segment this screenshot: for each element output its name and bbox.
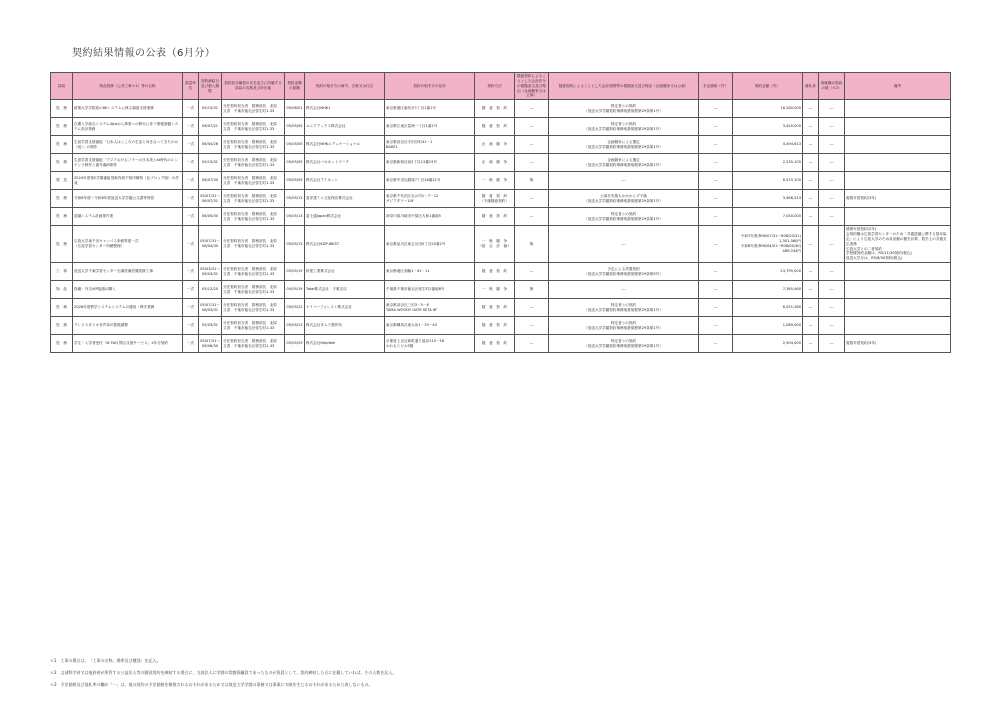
cell-address: 東京都渋谷区三田3－5－8 TAMA WOODY GATE SETA 6F	[385, 299, 475, 317]
cell-reason2: ―	[549, 281, 699, 299]
cell-partner: 株式会社KDP-WEST	[305, 226, 385, 263]
cell-officer: 分任契約担当者 財務部長 北原 文香 千葉市稲毛区弥生町1-33	[222, 335, 285, 353]
cell-qty: 一式	[183, 281, 199, 299]
cell-partner: 株式会社NHKエデュケーショナル	[305, 136, 385, 154]
cell-method: 一 般 競 争	[475, 281, 515, 299]
cell-partner: 株式会社タムラ製作所	[305, 317, 385, 335]
cell-name: 学生・入学者受付「IK FAQ 問合支援サービス」2年分契約	[73, 335, 183, 353]
cell-officer: 分任契約担当者 財務部長 北原 文香 千葉市稲毛区弥生町1-33	[222, 172, 285, 190]
cell-amount: 2,904,000	[733, 335, 803, 353]
cell-rate: ―	[803, 100, 819, 118]
cell-reason: 無	[515, 281, 549, 299]
cell-reason: ―	[515, 208, 549, 226]
cell-rate: ―	[803, 335, 819, 353]
cell-date: 05/13/31	[199, 100, 222, 118]
cell-address: 東京都千代田区丸の内1－7－12 サピアタワー10F	[385, 190, 475, 208]
cell-date: 06/05/30	[199, 208, 222, 226]
cell-amount: 2,235,105	[733, 154, 803, 172]
cell-amount: 令和7年度(R06/07/31～R06/03/31) 1,301,360円 令和8年度(R06/04/01～R06/04/30) 489,034円	[733, 226, 803, 263]
cell-qty: 一式	[183, 335, 199, 353]
cell-total: 05/05/05	[285, 118, 305, 136]
table-row	[51, 172, 951, 190]
cell-qty: 一式	[183, 190, 199, 208]
table-row	[51, 100, 951, 118]
cell-total: 05/05/19	[285, 263, 305, 281]
cell-method: 随 意 契 約	[475, 335, 515, 353]
cell-amount: 3,450,000	[733, 118, 803, 136]
cell-reason2: 企画競争による選定 （放送大学学園契約事務取扱規程第29条第1号）	[549, 136, 699, 154]
column-header: 随意契約によることとした会計規程等の根拠条文及び理由（企画競争又は公募）	[549, 73, 699, 100]
cell-name: 令和6年度～令和8年度放送大学学園公文書等保管	[73, 190, 183, 208]
cell-rate: ―	[803, 299, 819, 317]
cell-rate: ―	[803, 172, 819, 190]
cell-method: 随 意 契 約	[475, 317, 515, 335]
cell-partner: 株式会社アイネット	[305, 172, 385, 190]
cell-date: 05/12/20	[199, 281, 222, 299]
cell-remark	[845, 317, 951, 335]
cell-name: テレビスタジオ音声卓の監視調整	[73, 317, 183, 335]
column-header: 備考	[845, 73, 951, 100]
table-header-row	[51, 73, 951, 100]
cell-address: 東京都品川区東五反田5丁目25番2号	[385, 226, 475, 263]
cell-reemp: ―	[819, 154, 845, 172]
cell-date: 05/07/31～ 06/03/31	[199, 299, 222, 317]
cell-reemp: ―	[819, 190, 845, 208]
cell-remark: 複数年度契約(3年)	[845, 335, 951, 353]
cell-method: 一 般 競 争	[475, 172, 515, 190]
cell-dept: 役 務	[51, 154, 73, 172]
cell-amount: 7,040,000	[733, 208, 803, 226]
cell-qty: 一式	[183, 136, 199, 154]
cell-officer: 分任契約担当者 財務部長 北原 文香 千葉市稲毛区弥生町1-33	[222, 100, 285, 118]
cell-rate: ―	[803, 281, 819, 299]
cell-dept: 役 務	[51, 299, 73, 317]
cell-officer: 分任契約担当者 財務部長 北原 文香 千葉市稲毛区弥生町1-33	[222, 154, 285, 172]
cell-address: 東京都江東区豊洲一丁目1番1号	[385, 118, 475, 136]
cell-officer: 分任契約担当者 財務部長 北原 文香 千葉市稲毛区弥生町1-33	[222, 190, 285, 208]
cell-partner: 株式会社NHK1	[305, 100, 385, 118]
cell-name: 認識システム計画業作業	[73, 208, 183, 226]
cell-partner: 富洋建ミニ文化保存株式会社	[305, 190, 385, 208]
cell-officer: 分任契約担当者 財務部長 北原 文香 千葉市稲毛区弥生町1-33	[222, 317, 285, 335]
cell-rate: ―	[803, 208, 819, 226]
cell-reason: ―	[515, 154, 549, 172]
table-row	[51, 190, 951, 208]
cell-total: 05/05/05	[285, 154, 305, 172]
cell-reason2: ―	[549, 226, 699, 263]
cell-reason2: 特定者との契約 （放送大学学園契約事務取扱規程第29条第1号）	[549, 118, 699, 136]
cell-amount: 6,515,100	[733, 172, 803, 190]
cell-name: 役職・外交VIP接遇の購入	[73, 281, 183, 299]
cell-reemp: ―	[819, 136, 845, 154]
cell-qty: 一式	[183, 226, 199, 263]
cell-address: 東京都港区麻布台1丁目1番1号	[385, 100, 475, 118]
cell-method: 随 意 契 約	[475, 208, 515, 226]
cell-dept: 役 務	[51, 118, 73, 136]
cell-reemp: ―	[819, 100, 845, 118]
cell-remark	[845, 263, 951, 281]
cell-estimate: ―	[699, 154, 733, 172]
cell-address: 京都府上京区新町通り福田110－16 かわもとビル5階	[385, 335, 475, 353]
cell-dept: 役 務	[51, 100, 73, 118]
cell-dept: 工 事	[51, 263, 73, 281]
cell-estimate: ―	[699, 118, 733, 136]
column-header: 契約の相手方の商号、名称又は氏名	[305, 73, 385, 100]
cell-estimate: ―	[699, 208, 733, 226]
cell-address: 東京都練馬区東大泉1－19－43	[385, 317, 475, 335]
cell-reason: ―	[515, 118, 549, 136]
cell-estimate: ―	[699, 136, 733, 154]
cell-remark	[845, 299, 951, 317]
cell-officer: 分任契約担当者 財務部長 北原 文香 千葉市稲毛区弥生町1-33	[222, 136, 285, 154]
cell-total: 05/05/19	[285, 281, 305, 299]
cell-total: 05/06/01	[285, 100, 305, 118]
column-header: 数量単位	[183, 73, 199, 100]
cell-partner: Total株式会社 千葉支店	[305, 281, 385, 299]
cell-reason2: 企画競争による選定 （放送大学学園契約事務取扱規程第29条第1号）	[549, 154, 699, 172]
column-header: 物品役務（公共工事＊1）等の名称	[73, 73, 183, 100]
cell-estimate: ―	[699, 100, 733, 118]
contracts-table	[50, 72, 951, 353]
cell-total: 05/05/05	[285, 136, 305, 154]
cell-reemp: ―	[819, 281, 845, 299]
cell-name: 2024年度第2学期番組別案内冊子物印刷物（北ブロック版）の作成	[73, 172, 183, 190]
cell-reemp: ―	[819, 335, 845, 353]
cell-officer: 分任契約担当者 財務部長 北原 文香 千葉市稲毛区弥生町1-33	[222, 281, 285, 299]
cell-reason: ―	[515, 317, 549, 335]
cell-amount: 7,365,460	[733, 281, 803, 299]
cell-total: 05/05/13	[285, 208, 305, 226]
cell-dept: 役 務	[51, 190, 73, 208]
cell-dept: 役 務	[51, 335, 73, 353]
cell-date: 05/13/31	[199, 154, 222, 172]
column-header: 予定価格（円）	[699, 73, 733, 100]
cell-partner: 富士通Japan株式会社	[305, 208, 385, 226]
cell-address: 東京都港区高輪1－41－11	[385, 263, 475, 281]
cell-method: 企 画 競 争	[475, 154, 515, 172]
cell-name: 2026年度教学システムシステムの運用・保守業務	[73, 299, 183, 317]
cell-remark	[845, 136, 951, 154]
cell-partner: 鈴建工業株式会社	[305, 263, 385, 281]
cell-address: 神奈川県川崎市中原区大和1番地5	[385, 208, 475, 226]
cell-estimate: ―	[699, 263, 733, 281]
cell-remark	[845, 281, 951, 299]
cell-reason2: ―	[549, 172, 699, 190]
cell-amount: 3,486,513	[733, 190, 803, 208]
table-row	[51, 281, 951, 299]
cell-estimate: ―	[699, 317, 733, 335]
cell-name: 広島大学東千田キャンパス来館等建一式 （広島学習センター所蔵整理）	[73, 226, 183, 263]
cell-address: 東京都中央区銀座7丁目16番21号	[385, 172, 475, 190]
cell-dept: 製 造	[51, 172, 73, 190]
cell-qty: 一式	[183, 299, 199, 317]
cell-date: 05/07/31～ 06/06/30	[199, 335, 222, 353]
cell-remark: 複数年度契約(3年)	[845, 190, 951, 208]
cell-amount: 1,089,000	[733, 317, 803, 335]
cell-reason2: 特定者との契約 （放送大学学園契約事務取扱規程第29条第1号）	[549, 299, 699, 317]
cell-method: 随 意 契 約	[475, 263, 515, 281]
cell-officer: 分任契約担当者 財務部長 北原 文香 千葉市稲毛区弥生町1-33	[222, 263, 285, 281]
cell-remark	[845, 118, 951, 136]
cell-rate: ―	[803, 317, 819, 335]
cell-rate: ―	[803, 118, 819, 136]
footnote-3: ＊3 予定価格及び落札率の欄が「－」は、他の契約の予定価格を類推されるおそれがあるため又は放送大学学園の事務又は事業に支障を生じるおそれがあるため公表しないもの。	[50, 682, 373, 687]
cell-total: 05/05/22	[285, 299, 305, 317]
cell-qty: 一式	[183, 100, 199, 118]
cell-reason: ―	[515, 299, 549, 317]
footnotes	[50, 658, 950, 694]
cell-estimate: ―	[699, 226, 733, 263]
cell-remark	[845, 208, 951, 226]
cell-name: 放送大学千葉学習センター空調設備設置改修工事	[73, 263, 183, 281]
cell-reason: ―	[515, 190, 549, 208]
cell-reason: ―	[515, 335, 549, 353]
page-title: 契約結果情報の公表（6月分）	[72, 48, 216, 59]
cell-reason2: 特定者との契約 （放送大学学園契約事務取扱規程第29条第1号）	[549, 335, 699, 353]
cell-reason: ―	[515, 136, 549, 154]
cell-reason2: 特定者との契約 （放送大学学園契約事務取扱規程第29条第1号）	[549, 100, 699, 118]
cell-qty: 一式	[183, 208, 199, 226]
cell-date: 05/07/31～ 06/04/30	[199, 226, 222, 263]
cell-rate: ―	[803, 190, 819, 208]
cell-name: 次期入学総合システム4Jcoから事業への移行に伴う情報基盤システム設計業務	[73, 118, 183, 136]
cell-reemp: ―	[819, 172, 845, 190]
cell-amount: 4,494,613	[733, 136, 803, 154]
cell-rate: ―	[803, 226, 819, 263]
cell-officer: 分任契約担当者 財務部長 北原 文香 千葉市稲毛区弥生町1-33	[222, 118, 285, 136]
cell-name: 生涯学習支援番組「日本人はこころの生活と向き合ってきたのか（仮）」の制作	[73, 136, 183, 154]
cell-method: 随 意 契 約	[475, 118, 515, 136]
cell-estimate: ―	[699, 335, 733, 353]
cell-amount: 6,551,280	[733, 299, 803, 317]
cell-qty: 一式	[183, 154, 199, 172]
cell-reason: 無	[515, 172, 549, 190]
column-header: 契約金額（円）	[733, 73, 803, 100]
cell-method: 随 意 契 約	[475, 299, 515, 317]
cell-reason: ―	[515, 100, 549, 118]
cell-name: 生涯学習支援番組「アジアおけるフラーの日本美とAI時代のエンゲンツ制作と番号番JR制作	[73, 154, 183, 172]
cell-reemp: ―	[819, 208, 845, 226]
cell-total: 05/05/13	[285, 190, 305, 208]
cell-amount: 16,280,000	[733, 100, 803, 118]
table-row	[51, 136, 951, 154]
column-header: 随意契約によることとした会計法令の根拠条文及び理由（企画競争又は公募）	[515, 73, 549, 100]
cell-total: 05/05/13	[285, 226, 305, 263]
cell-dept: 役 務	[51, 136, 73, 154]
cell-reason2: 特定者との契約 （放送大学学園契約事務取扱規程第29条第1号）	[549, 208, 699, 226]
cell-method: 企 画 競 争	[475, 136, 515, 154]
cell-method: 随 意 契 約	[475, 100, 515, 118]
cell-officer: 分任契約担当者 財務部長 北原 文香 千葉市稲毛区弥生町1-33	[222, 226, 285, 263]
cell-total: 05/05/23	[285, 317, 305, 335]
cell-method: 一 般 競 争 （総 合 評 価）	[475, 226, 515, 263]
cell-address: 千葉県千葉市稲毛区弥生町2番地8号	[385, 281, 475, 299]
footnote-2: ＊2 文部科学省又は他府省が所管する公益法人等の随意契約を締結する場合に、当該法人に学園の常勤役職員であったものが役員として、契約締結した日に在籍していれば、その人数を記入。	[50, 670, 397, 675]
table-row	[51, 118, 951, 136]
cell-officer: 分任契約担当者 財務部長 北原 文香 千葉市稲毛区弥生町1-33	[222, 299, 285, 317]
cell-estimate: ―	[699, 190, 733, 208]
cell-date: 05/07/31～ 06/07/31	[199, 190, 222, 208]
cell-officer: 分任契約担当者 財務部長 北原 文香 千葉市稲毛区弥生町1-33	[222, 208, 285, 226]
cell-qty: 一式	[183, 118, 199, 136]
cell-reemp: ―	[819, 118, 845, 136]
table-row	[51, 208, 951, 226]
cell-rate: ―	[803, 154, 819, 172]
cell-dept: 役 務	[51, 226, 73, 263]
cell-partner: 株式会社Helpfeel	[305, 335, 385, 353]
column-header: 契約担当職員の氏名並びに所属する部局の名称及び所在地	[222, 73, 285, 100]
cell-reason2: 公募を実施もかかわらず不落 （放送大学学園契約事務取扱規程第29条第1号）	[549, 190, 699, 208]
cell-estimate: ―	[699, 172, 733, 190]
cell-amount: 23,795,000	[733, 263, 803, 281]
cell-qty: 一式	[183, 172, 199, 190]
footnote-1: ＊1 工事の場合は、「工事の名称、場所及び種別」を記入。	[50, 658, 161, 663]
cell-partner: 株式会社パオネットワーク	[305, 154, 385, 172]
cell-qty: 一式	[183, 263, 199, 281]
cell-method: 随 意 契 約 （不落随意契約）	[475, 190, 515, 208]
cell-dept: 役 務	[51, 317, 73, 335]
cell-estimate: ―	[699, 281, 733, 299]
column-header: 契約方法	[475, 73, 515, 100]
cell-date: 05/03/31	[199, 317, 222, 335]
cell-date: 06/04/26	[199, 136, 222, 154]
cell-remark	[845, 154, 951, 172]
table-row	[51, 335, 951, 353]
cell-reemp: ―	[819, 317, 845, 335]
cell-total: 05/05/29	[285, 335, 305, 353]
column-header: 契約金額の総額	[285, 73, 305, 100]
cell-date: 06/07/21	[199, 118, 222, 136]
cell-address: 東京都渋谷区宇田川町41－1 BASE1	[385, 136, 475, 154]
cell-reason2: 予定による設置契約 （放送大学学園契約事務取扱規程第29条第5号）	[549, 263, 699, 281]
cell-remark	[845, 100, 951, 118]
table-row	[51, 263, 951, 281]
table-row	[51, 154, 951, 172]
cell-reemp: ―	[819, 226, 845, 263]
cell-partner: ケイバーフォレスト株式会社	[305, 299, 385, 317]
cell-address: 東京都新宿区西2丁目13番15号	[385, 154, 475, 172]
cell-rate: ―	[803, 263, 819, 281]
cell-remark	[845, 172, 951, 190]
cell-reason: 無	[515, 226, 549, 263]
cell-estimate: ―	[699, 299, 733, 317]
table-row	[51, 317, 951, 335]
cell-reemp: ―	[819, 263, 845, 281]
column-header: 契約の相手方の住所	[385, 73, 475, 100]
cell-rate: ―	[803, 136, 819, 154]
column-header: 契約締結日及び納入期限	[199, 73, 222, 100]
column-header: 再就職の役員の数（＊2）	[819, 73, 845, 100]
column-header: 部局	[51, 73, 73, 100]
cell-remark: 債務年度契約(2年) 会契約額は広島学習センターのため「共通認識に関する基本協定」により広島大学のため負担額の額を計算、数学上の共通支払業務 広島大学との二者契約 学校様契約金額は、R5/11/30契約(税込) 放送大学分は、R5/6/30契約(税込)	[845, 226, 951, 263]
cell-date: 06/07/30	[199, 172, 222, 190]
cell-partner: ユニアデックス株式会社	[305, 118, 385, 136]
cell-dept: 役 務	[51, 208, 73, 226]
cell-date: 05/03/31～ 06/03/31	[199, 263, 222, 281]
cell-total: 05/05/05	[285, 172, 305, 190]
table-row	[51, 299, 951, 317]
cell-dept: 物 品	[51, 281, 73, 299]
cell-name: 政策大学学院前の8Kシステムに係る調達支援業務	[73, 100, 183, 118]
table-row	[51, 226, 951, 263]
cell-reason2: 特定者との契約 （放送大学学園契約事務取扱規程第29条第1号）	[549, 317, 699, 335]
cell-reemp: ―	[819, 299, 845, 317]
cell-reason: ―	[515, 263, 549, 281]
cell-qty: 一式	[183, 317, 199, 335]
column-header: 落札率	[803, 73, 819, 100]
